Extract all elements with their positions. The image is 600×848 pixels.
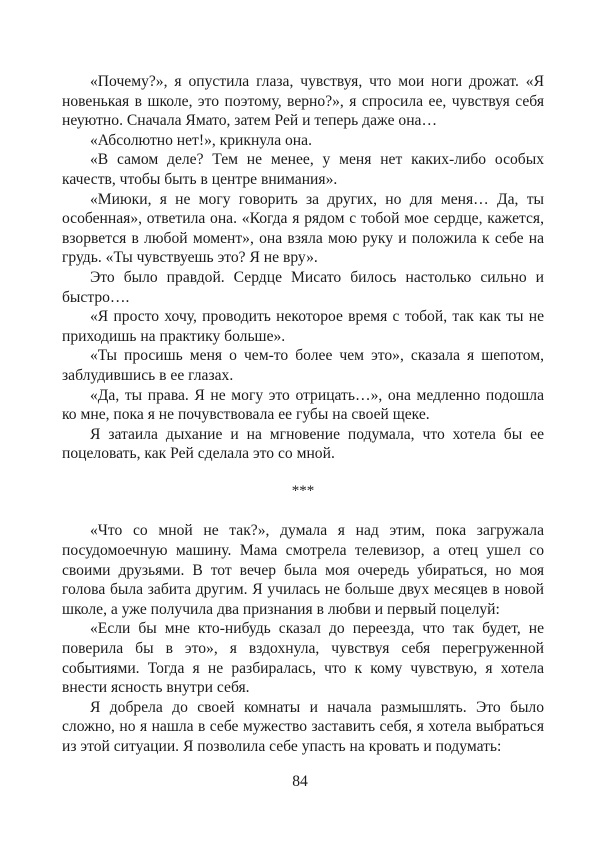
paragraph: Это было правдой. Сердце Мисато билось настолько сильно и быстро…. xyxy=(62,268,544,306)
section-separator: *** xyxy=(291,482,315,499)
page-body xyxy=(62,72,544,757)
paragraph: Я добрела до своей комнаты и начала размышлять. Это было сложно, но я нашла в себе мужество заставить себя, я хотела выбраться из этой ситуации. Я позволила себе упасть на кровать и подумать: xyxy=(62,698,544,755)
paragraph: «Да, ты права. Я не могу это отрицать…», она медленно подошла ко мне, пока я не почувствовала ее губы на своей щеке. xyxy=(62,386,544,424)
paragraph: «Миюки, я не могу говорить за других, но для меня… Да, ты особенная», ответила она. «Когда я рядом с тобой мое сердце, кажется, взорвется в любой момент», она взяла мою руку и положила к себе на грудь. «Ты чувствуешь это? Я не вру». xyxy=(62,190,544,267)
paragraph: «Почему?», я опустила глаза, чувствуя, что мои ноги дрожат. «Я новенькая в школе, это поэтому, верно?», я спросила ее, чувствуя себя неуютно. Сначала Ямато, затем Рей и теперь даже она… xyxy=(62,73,544,130)
section-one xyxy=(62,72,544,464)
paragraph: «Ты просишь меня о чем-то более чем это», сказала я шепотом, заблудившись в ее глазах. xyxy=(62,347,544,384)
paragraph: «Что со мной не так?», думала я над этим, пока загружала посудомоечную машину. Мама смотрела телевизор, а отец ушел со своими друзьями. В тот вечер была моя очередь убираться, но моя голова была забита другим. Я училась не больше двух месяцев в новой школе, а уже получила два признания в любви и первый поцелуй: xyxy=(62,522,544,618)
section-two xyxy=(62,521,544,756)
paragraph: «Абсолютно нет!», крикнула она. xyxy=(90,131,312,149)
paragraph: Я затаила дыхание и на мгновение подумала, что хотела бы ее поцеловать, как Рей сделала это со мной. xyxy=(62,425,544,463)
paragraph: «В самом деле? Тем не менее, у меня нет каких-либо особых качеств, чтобы быть в центре внимания». xyxy=(62,151,544,188)
page-number: 84 xyxy=(292,773,308,790)
paragraph: «Я просто хочу, проводить некоторое время с тобой, так как ты не приходишь на практику больше». xyxy=(62,308,544,345)
paragraph: «Если бы мне кто-нибудь сказал до переезда, что так будет, не поверила бы в это», я вздохнула, чувствуя себя перегруженной событиями. Тогда я не разбиралась, что к кому чувствую, я хотела внести ясность внутри себя. xyxy=(62,620,544,697)
